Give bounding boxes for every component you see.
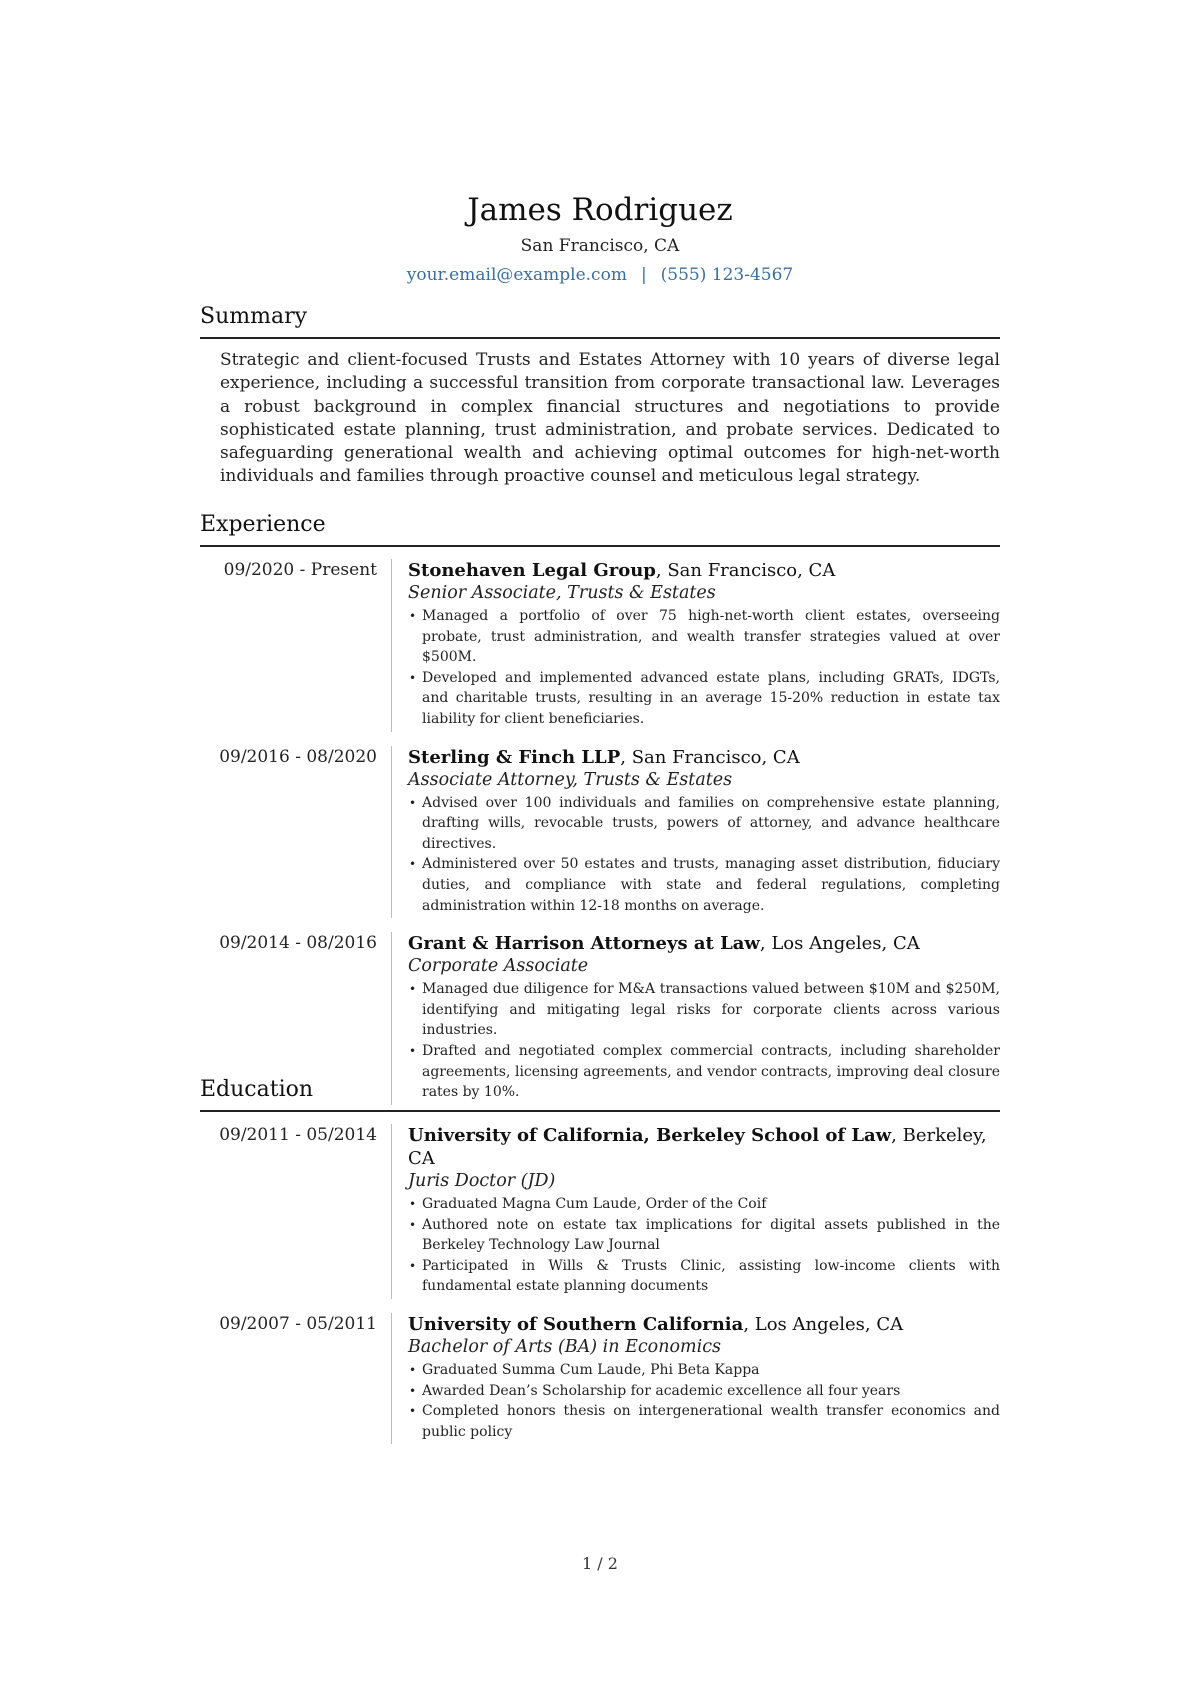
candidate-name: James Rodriguez bbox=[467, 192, 733, 228]
bullet-item: • Managed due diligence for M&A transactions valued between $10M and $250M, identifying and mitigating legal risks for corporate clients across various industries. bbox=[408, 979, 1000, 1041]
contact-line bbox=[200, 263, 1000, 287]
entry-bullets bbox=[408, 1194, 1000, 1297]
summary-heading: Summary bbox=[200, 302, 1000, 339]
entry-heading bbox=[408, 1124, 1000, 1170]
entry-organization: Stonehaven Legal Group bbox=[408, 560, 656, 581]
entry-location: , Los Angeles, CA bbox=[743, 1313, 904, 1335]
entry-body bbox=[391, 1124, 1000, 1299]
experience-section bbox=[200, 510, 1000, 1105]
bullet-item: • Awarded Dean’s Scholarship for academic excellence all four years bbox=[408, 1381, 1000, 1402]
education-heading: Education bbox=[200, 1075, 1000, 1112]
entry-dates: 09/2014 - 08/2016 bbox=[219, 933, 377, 954]
entry-location: , Berkeley, CA bbox=[408, 1125, 987, 1169]
entry-dates: 09/2020 - Present bbox=[223, 560, 377, 580]
experience-list bbox=[200, 559, 1000, 1105]
bullet-item: • Drafted and negotiated complex commercial contracts, including shareholder agreements, licensing agreements, and vendor contracts, improving deal closure rates by 10%. bbox=[408, 1041, 1000, 1103]
entry-bullets bbox=[408, 793, 1000, 917]
bullet-item: • Authored note on estate tax implications for digital assets published in the Berkeley Technology Law Journal bbox=[408, 1215, 1000, 1256]
entry-organization: Grant & Harrison Attorneys at Law bbox=[408, 933, 760, 955]
entry-role: Senior Associate, Trusts & Estates bbox=[408, 583, 716, 603]
entry-dates: 09/2011 - 05/2014 bbox=[219, 1125, 377, 1145]
resume-header bbox=[200, 190, 1000, 287]
candidate-location: San Francisco, CA bbox=[520, 236, 680, 256]
contact-separator: | bbox=[640, 265, 647, 285]
entry-organization: University of Southern California bbox=[408, 1313, 744, 1335]
entry-bullets bbox=[408, 606, 1000, 730]
bullet-item: • Graduated Summa Cum Laude, Phi Beta Kappa bbox=[408, 1360, 1000, 1381]
entry-degree: Bachelor of Arts (BA) in Economics bbox=[408, 1336, 721, 1357]
bullet-item: • Managed a portfolio of over 75 high-net-worth client estates, overseeing probate, trust administration, and wealth transfer strategies valued at over $500M. bbox=[408, 606, 1000, 668]
resume-page bbox=[200, 0, 1000, 1683]
education-list bbox=[200, 1124, 1000, 1444]
summary-text: Strategic and client-focused Trusts and Estates Attorney with 10 years of diverse legal experience, including a successful transition from corporate transactional law. Leverages a robust background in complex financial structures and negotiations to provide sophisticated estate planning, trust administration, and probate services. Dedicated to safeguarding generational wealth and achieving optimal outcomes for high-net-worth individuals and families through proactive counsel and meticulous legal strategy. bbox=[220, 350, 1000, 487]
entry-degree: Juris Doctor (JD) bbox=[408, 1171, 556, 1191]
entry-location: , Los Angeles, CA bbox=[759, 933, 920, 955]
education-entry bbox=[200, 1313, 1000, 1444]
entry-body bbox=[391, 746, 1000, 919]
experience-entry bbox=[200, 559, 1000, 732]
experience-entry bbox=[200, 746, 1000, 919]
entry-body bbox=[391, 559, 1000, 732]
entry-dates: 09/2007 - 05/2011 bbox=[219, 1313, 377, 1334]
entry-heading bbox=[408, 559, 1000, 582]
bullet-item: • Participated in Wills & Trusts Clinic, assisting low-income clients with fundamental estate planning documents bbox=[408, 1256, 1000, 1297]
entry-role: Corporate Associate bbox=[408, 956, 589, 977]
email-link[interactable]: your.email@example.com bbox=[406, 265, 627, 285]
entry-heading bbox=[408, 932, 1000, 955]
phone-link[interactable]: (555) 123-4567 bbox=[660, 265, 794, 285]
bullet-item: • Advised over 100 individuals and families on comprehensive estate planning, drafting wills, revocable trusts, powers of attorney, and advance healthcare directives. bbox=[408, 793, 1000, 855]
experience-heading: Experience bbox=[200, 510, 1000, 547]
bullet-item: • Completed honors thesis on intergenerational wealth transfer economics and public policy bbox=[408, 1401, 1000, 1442]
entry-heading bbox=[408, 1313, 1000, 1336]
entry-location: , San Francisco, CA bbox=[620, 746, 800, 768]
bullet-item: • Developed and implemented advanced estate plans, including GRATs, IDGTs, and charitable trusts, resulting in an average 15-20% reduction in estate tax liability for client beneficiaries. bbox=[408, 668, 1000, 730]
page-indicator: 1 / 2 bbox=[582, 1554, 618, 1573]
entry-organization: University of California, Berkeley School of Law bbox=[408, 1125, 892, 1146]
summary-section bbox=[200, 302, 1000, 489]
education-entry bbox=[200, 1124, 1000, 1299]
entry-role: Associate Attorney, Trusts & Estates bbox=[408, 769, 733, 790]
bullet-item: • Administered over 50 estates and trusts, managing asset distribution, fiduciary duties, and compliance with state and federal regulations, completing administration within 12-18 months on average. bbox=[408, 854, 1000, 916]
entry-bullets bbox=[408, 1360, 1000, 1442]
entry-organization: Sterling & Finch LLP bbox=[408, 746, 621, 768]
bullet-item: • Graduated Magna Cum Laude, Order of the Coif bbox=[408, 1194, 1000, 1215]
entry-location: , San Francisco, CA bbox=[655, 560, 836, 581]
entry-dates: 09/2016 - 08/2020 bbox=[219, 746, 377, 767]
entry-heading bbox=[408, 746, 1000, 769]
entry-body bbox=[391, 1313, 1000, 1444]
education-section bbox=[200, 1075, 1000, 1444]
